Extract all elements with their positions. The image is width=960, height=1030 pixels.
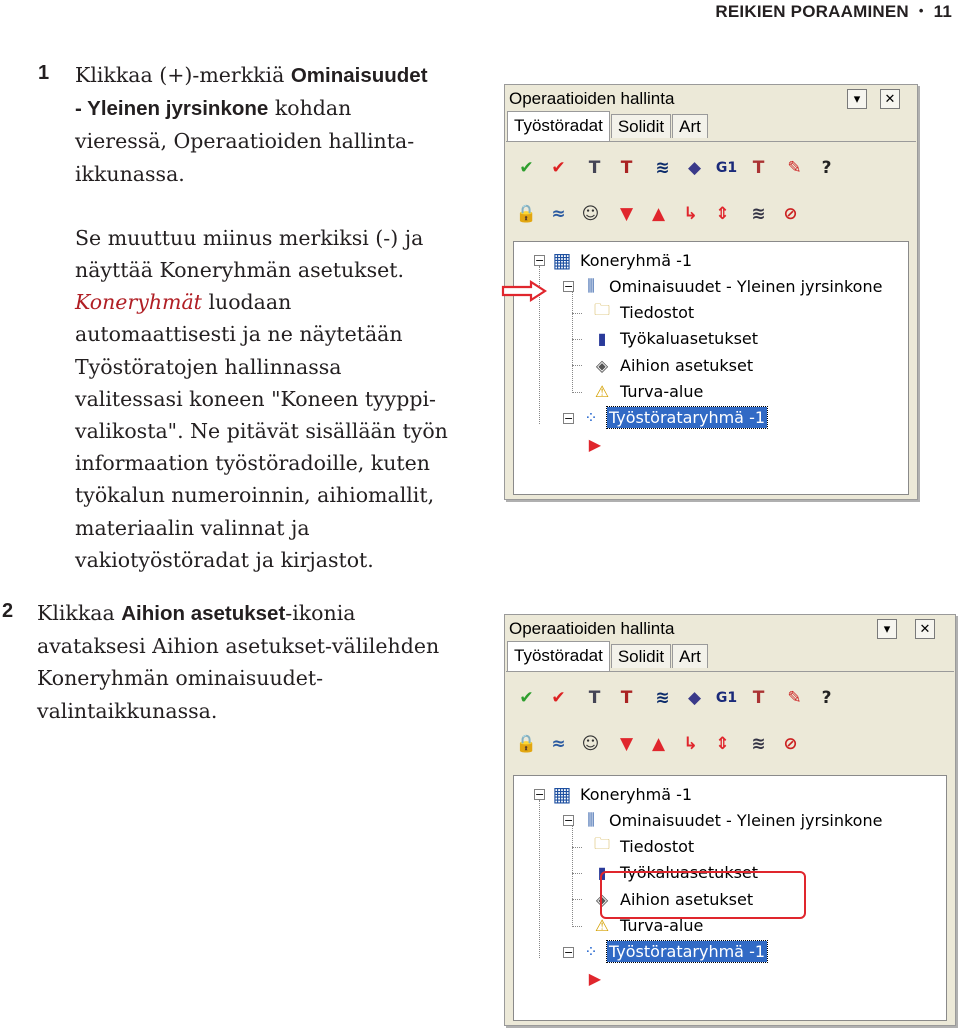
check-select-all-icon[interactable]: ✔ xyxy=(519,158,534,178)
close-button[interactable]: ✕ xyxy=(880,89,900,109)
header-separator: • xyxy=(918,3,924,18)
stock-setup-icon: ◈ xyxy=(595,355,609,375)
check-deselect-icon[interactable]: ✔ xyxy=(551,688,566,708)
properties-icon: ⫼ xyxy=(587,276,595,296)
tool-settings-icon: ▮ xyxy=(597,329,607,349)
tab-solids[interactable]: Solidit xyxy=(611,644,671,668)
folder-icon: 🗀 xyxy=(593,834,610,854)
regenerate-icon[interactable]: T xyxy=(588,688,601,708)
collapse-toggle[interactable]: − xyxy=(564,945,574,959)
tree-node-label: Työstörataryhmä -1 xyxy=(609,408,766,428)
tree-node-safety-zone[interactable] xyxy=(590,380,705,404)
verify-icon[interactable]: ◆ xyxy=(687,688,702,708)
text-run: kohdan xyxy=(268,96,352,121)
collapse-toggle[interactable]: − xyxy=(564,411,574,425)
toolbar-row-1 xyxy=(514,685,839,711)
dropdown-button[interactable]: ▾ xyxy=(847,89,867,109)
step-1-line: ikkunassa. xyxy=(75,161,185,186)
regenerate-dirty-icon[interactable]: T xyxy=(620,158,633,178)
step-2-line: valintaikkunassa. xyxy=(37,698,218,723)
lock-icon[interactable]: 🔒 xyxy=(515,734,538,754)
step-1-para2-line: työkalun numeroinnin, aihiomallit, xyxy=(75,483,435,508)
tree-node-toolpath-group[interactable] xyxy=(579,940,767,964)
g1-post-icon[interactable]: G1 xyxy=(715,690,738,706)
tree-node-properties[interactable] xyxy=(579,274,884,298)
collapse-toggle[interactable]: − xyxy=(564,280,574,294)
g1-post-icon[interactable]: G1 xyxy=(715,160,738,176)
step-2-number: 2 xyxy=(2,600,14,622)
scroll-to-arrow-icon[interactable]: ⇕ xyxy=(715,734,730,754)
tab-art[interactable]: Art xyxy=(672,644,708,668)
step-2-line: avataksesi Aihion asetukset-välilehden xyxy=(37,634,440,659)
tab-toolpaths[interactable]: Työstöradat xyxy=(507,111,610,141)
page-number: 11 xyxy=(933,2,952,21)
tree-node-label: Koneryhmä -1 xyxy=(580,784,693,804)
regenerate-dirty-icon[interactable]: T xyxy=(620,688,633,708)
verify-icon[interactable]: ◆ xyxy=(687,158,702,178)
toggle-display-icon[interactable]: ≈ xyxy=(551,204,566,224)
tree-node-label: Turva-alue xyxy=(620,916,704,935)
ui-term-general-mill: - Yleinen jyrsinkone xyxy=(75,97,269,121)
warning-icon: ⚠ xyxy=(594,916,610,935)
backplot-icon[interactable]: ≋ xyxy=(655,158,670,178)
step-1-line xyxy=(75,59,505,92)
step-2-line: Koneryhmän ominaisuudet- xyxy=(37,666,324,691)
tree-node-label: Turva-alue xyxy=(620,382,704,401)
step-1-para2-line: Se muuttuu miinus merkiksi (-) ja xyxy=(75,225,424,250)
machine-group-icon: ▦ xyxy=(552,248,572,272)
collapse-toggle[interactable]: − xyxy=(535,254,545,267)
tree-node-label: Ominaisuudet - Yleinen jyrsinkone xyxy=(609,810,883,830)
scroll-to-arrow-icon[interactable]: ⇕ xyxy=(715,204,730,224)
step-1-para2-line: valitessasi koneen "Koneen tyyppi- xyxy=(75,386,436,411)
toggle-posting-icon[interactable]: ☺ xyxy=(581,204,600,224)
high-feed-icon[interactable]: ✎ xyxy=(787,688,802,708)
ui-term-stock-setup: Aihion asetukset xyxy=(121,602,286,625)
move-down-icon[interactable]: ▼ xyxy=(619,734,634,754)
insert-arrow-marker-icon: ▶ xyxy=(588,434,602,454)
regenerate-icon[interactable]: T xyxy=(588,158,601,178)
single-display-icon[interactable]: ≋ xyxy=(751,734,766,754)
lock-icon[interactable]: 🔒 xyxy=(515,204,538,224)
tree-node-label: Tiedostot xyxy=(620,837,695,857)
tree-node-label: Aihion asetukset xyxy=(620,889,754,909)
single-display-icon[interactable]: ≋ xyxy=(751,204,766,224)
backplot-icon[interactable]: ≋ xyxy=(655,688,670,708)
step-1-line xyxy=(75,92,505,125)
tab-art[interactable]: Art xyxy=(672,114,708,138)
help-icon[interactable]: ? xyxy=(821,158,832,178)
tree-node-tool-settings[interactable] xyxy=(590,327,760,351)
step-1-para2-line xyxy=(75,286,505,318)
tree-node-stock-setup[interactable] xyxy=(590,353,755,377)
tree-node-label: Työkaluasetukset xyxy=(620,329,759,349)
text-run: Klikkaa xyxy=(37,601,122,625)
collapse-toggle[interactable]: − xyxy=(535,788,545,801)
tab-toolpaths[interactable]: Työstöradat xyxy=(507,641,610,671)
panel-title: Operaatioiden hallinta xyxy=(509,619,675,638)
step-1-para2-line: materiaalin valinnat ja xyxy=(75,515,310,540)
tree-node-files[interactable] xyxy=(590,835,696,859)
toggle-lines-icon[interactable]: ⊘ xyxy=(783,204,798,224)
machine-group-icon: ▦ xyxy=(552,782,572,806)
post-selected-icon[interactable]: T xyxy=(752,158,765,178)
toolpath-tree xyxy=(513,241,909,495)
tree-node-files[interactable] xyxy=(590,301,696,325)
check-deselect-icon[interactable]: ✔ xyxy=(551,158,566,178)
step-1-para2-line: vakiotyöstöradat ja kirjastot. xyxy=(75,547,374,572)
collapse-toggle[interactable]: − xyxy=(564,814,574,828)
tab-strip xyxy=(507,644,709,671)
toolbar-row-2 xyxy=(514,731,803,757)
step-1-para2-line: Työstöratojen hallinnassa xyxy=(75,354,342,379)
warning-icon: ⚠ xyxy=(594,382,610,401)
toolpath-group-icon: ⁘ xyxy=(584,942,598,962)
tree-insert-marker[interactable] xyxy=(583,432,611,456)
tree-node-label: Tiedostot xyxy=(620,303,695,323)
text-run: Klikkaa (+)-merkkiä xyxy=(75,63,291,87)
move-up-icon[interactable]: ▲ xyxy=(651,204,666,224)
stock-setup-highlight xyxy=(600,871,806,919)
tree-node-machine-group[interactable] xyxy=(550,782,694,806)
post-selected-icon[interactable]: T xyxy=(752,688,765,708)
running-header xyxy=(715,2,952,22)
tree-node-label: Työstörataryhmä -1 xyxy=(609,942,766,962)
toolpath-group-icon: ⁘ xyxy=(584,408,598,428)
step-2-text xyxy=(37,597,507,727)
tool-settings-icon: ▮ xyxy=(597,863,607,883)
move-down-icon[interactable]: ▼ xyxy=(619,204,634,224)
text-run: -ikonia xyxy=(285,601,356,625)
folder-icon: 🗀 xyxy=(593,300,610,320)
insert-arrow-icon[interactable]: ↳ xyxy=(683,204,698,224)
high-feed-icon[interactable]: ✎ xyxy=(787,158,802,178)
insert-arrow-icon[interactable]: ↳ xyxy=(683,734,698,754)
step-1-line: vieressä, Operaatioiden hallinta- xyxy=(75,129,415,154)
tree-insert-marker[interactable] xyxy=(583,966,611,990)
toggle-posting-icon[interactable]: ☺ xyxy=(581,734,600,754)
move-up-icon[interactable]: ▲ xyxy=(651,734,666,754)
toolbar-row-1 xyxy=(514,155,839,181)
close-button[interactable]: ✕ xyxy=(915,619,935,639)
tree-node-label: Ominaisuudet - Yleinen jyrsinkone xyxy=(609,276,883,296)
insert-arrow-marker-icon: ▶ xyxy=(588,968,602,988)
step-1-number: 1 xyxy=(38,62,50,84)
tab-solids[interactable]: Solidit xyxy=(611,114,671,138)
operations-manager-panel-1 xyxy=(504,84,918,500)
text-run: luodaan xyxy=(201,290,292,315)
step-1-para2-line: informaation työstöradoille, kuten xyxy=(75,451,431,476)
tree-node-label: Koneryhmä -1 xyxy=(580,250,693,270)
tree-node-machine-group[interactable] xyxy=(550,248,694,272)
check-select-all-icon[interactable]: ✔ xyxy=(519,688,534,708)
step-1-para2-line: valikosta". Ne pitävät sisällään työn xyxy=(75,419,448,444)
tree-node-label: Työkaluasetukset xyxy=(620,863,759,883)
step-2-line xyxy=(37,597,507,630)
help-icon[interactable]: ? xyxy=(821,688,832,708)
operations-manager-panel-2 xyxy=(504,614,956,1026)
step-1-para2-line: automaattisesti ja ne näytetään xyxy=(75,322,403,347)
panel-title: Operaatioiden hallinta xyxy=(509,89,675,108)
step-1-text xyxy=(75,59,505,576)
section-title: REIKIEN PORAAMINEN xyxy=(715,2,909,21)
stock-setup-icon: ◈ xyxy=(595,889,609,909)
properties-icon: ⫼ xyxy=(587,810,595,830)
toolbar-row-2 xyxy=(514,201,803,227)
term-machine-groups: Koneryhmät xyxy=(75,290,202,315)
tree-node-label: Aihion asetukset xyxy=(620,355,754,375)
step-1-para2-line: näyttää Koneryhmän asetukset. xyxy=(75,258,404,283)
toggle-lines-icon[interactable]: ⊘ xyxy=(783,734,798,754)
tree-node-toolpath-group[interactable] xyxy=(579,406,767,430)
ui-term-properties: Ominaisuudet xyxy=(290,64,428,87)
red-pointer-arrow xyxy=(501,280,547,302)
dropdown-button[interactable]: ▾ xyxy=(877,619,897,639)
tree-node-properties[interactable] xyxy=(579,808,884,832)
toggle-display-icon[interactable]: ≈ xyxy=(551,734,566,754)
tab-strip xyxy=(507,114,709,141)
